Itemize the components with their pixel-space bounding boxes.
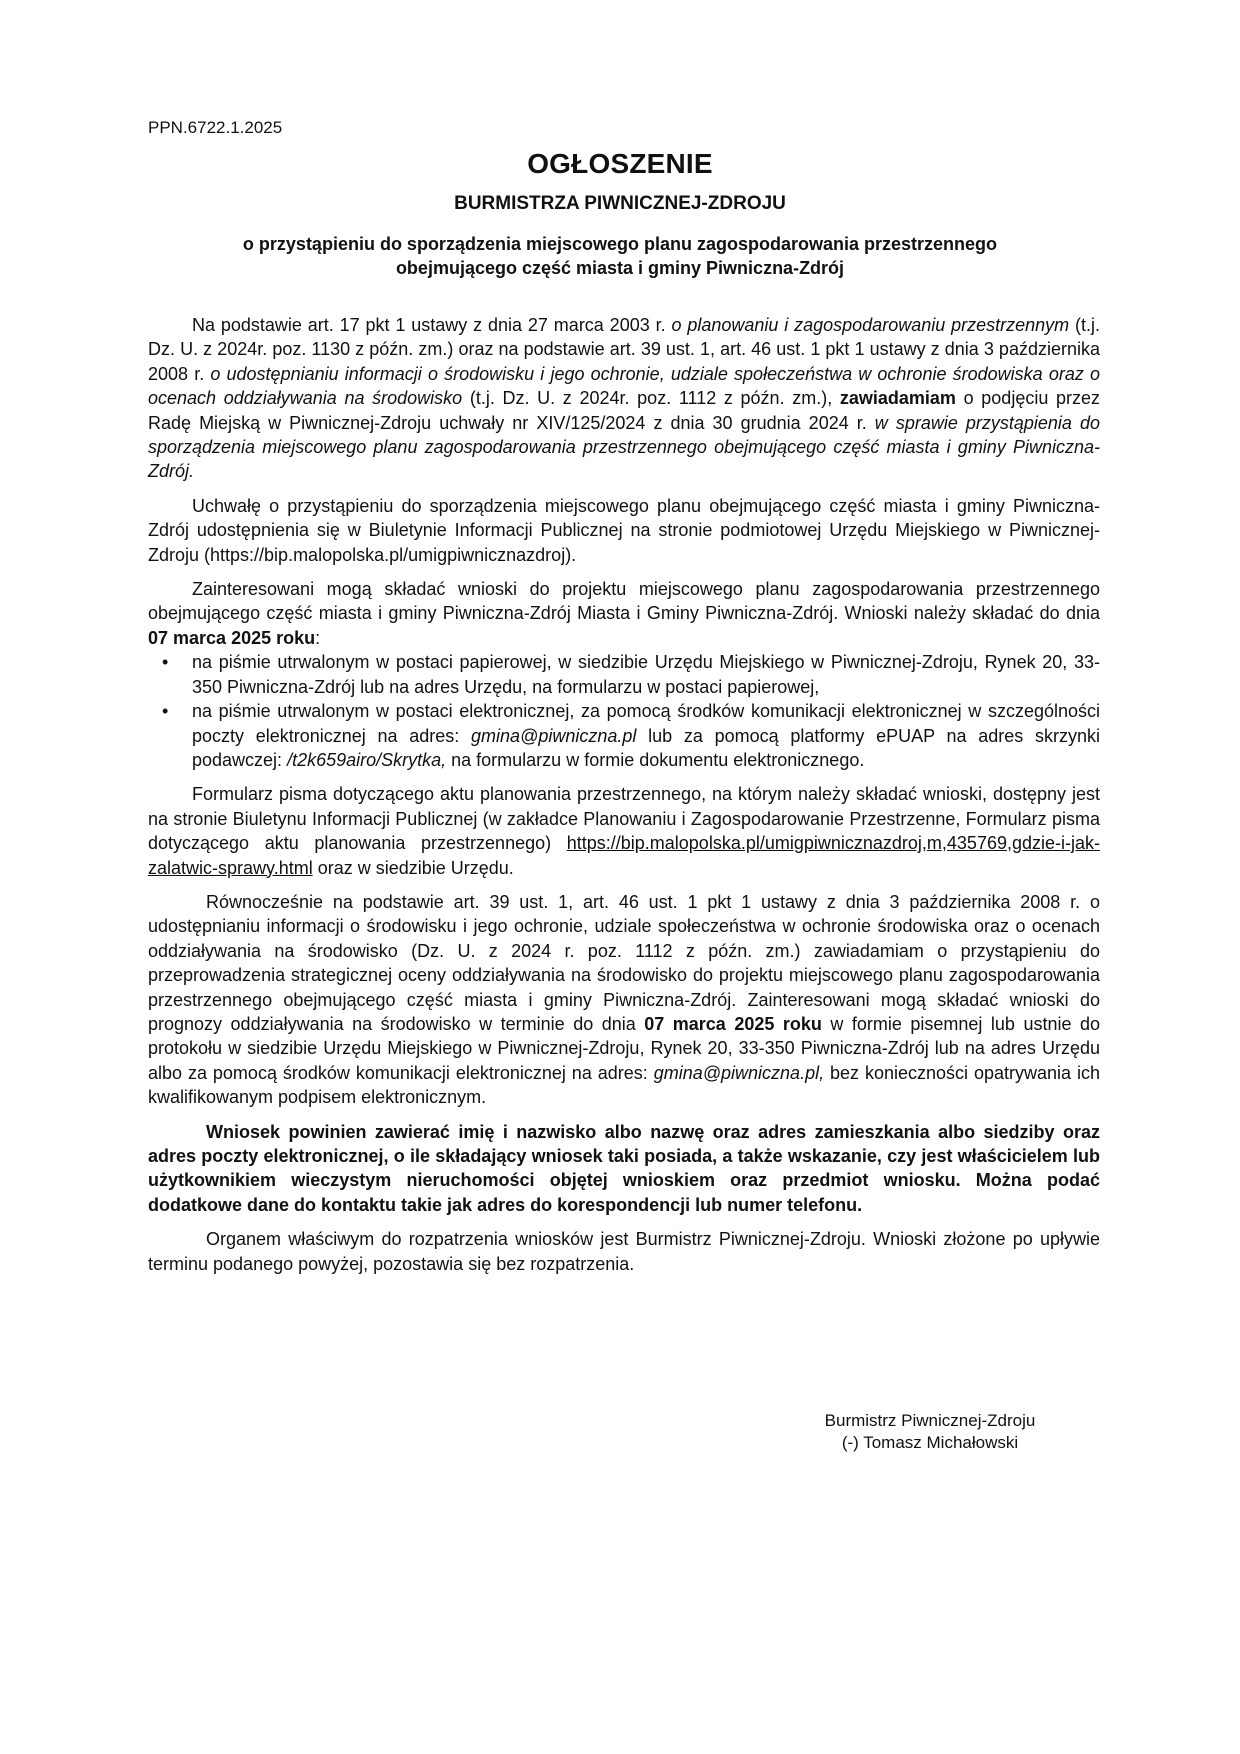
paragraph-application-contents: Wniosek powinien zawierać imię i nazwisko albo nazwę oraz adres zamieszkania albo siedziby oraz adres poczty elektronicznej, o ile składający wniosek taki posiada, a także wskazanie, czy jest właścicielem lub użytkownikiem wieczystym nieruchomości objętej wnioskiem oraz przedmiot wniosku. Można podać dodatkowe dane do kontaktu takie jak adres do korespondencji lub numer telefonu.	[148, 1121, 1100, 1215]
document-subtitle: BURMISTRZA PIWNICZNEJ-ZDROJU	[454, 193, 786, 214]
deadline-date: 07 marca 2025 roku	[148, 627, 316, 648]
document-title: OGŁOSZENIE	[527, 148, 713, 179]
paragraph-environmental-assessment	[148, 890, 1100, 1110]
paragraph-legal-basis	[148, 313, 1100, 484]
text: Równocześnie na podstawie art. 39 ust. 1, art. 46 ust. 1 pkt 1 ustawy z dnia 3 października 2008 r. o udostępnianiu informacji o środowisku i jego ochronie, udziale społeczeństwa w ochronie środowiska oraz o ocenach oddziaływania na środowisko (Dz. U. z 2024 r. poz. 1112 z późn. zm.) zawiadamiam o przystąpieniu do przeprowadzenia strategicznej oceny oddziaływania na środowisko do projektu miejscowego planu zagospodarowania przestrzennego obejmującego część miasta i gminy Piwniczna-Zdrój. Zainteresowani mogą składać wnioski do prognozy oddziaływania na środowisko w terminie do dnia	[148, 891, 1100, 1034]
text: bez konieczności opatrywania ich kwalifikowanym podpisem elektronicznym.	[148, 1062, 1100, 1108]
email-address[interactable]: gmina@piwniczna.pl	[471, 725, 637, 746]
text: (t.j. Dz. U. z 2024r. poz. 1112 z późn. zm.),	[462, 388, 840, 409]
paragraph-competent-authority: Organem właściwym do rozpatrzenia wniosków jest Burmistrz Piwnicznej-Zdroju. Wnioski złożone po upływie terminu podanego powyżej, pozostawia się bez rozpatrzenia.	[148, 1229, 1100, 1274]
deadline-date: 07 marca 2025 roku	[644, 1013, 822, 1034]
list-item	[162, 699, 1100, 772]
list-item-text: lub za pomocą platformy ePUAP na adres skrzynki podawczej:	[192, 725, 1100, 770]
text: Na podstawie art. 17 pkt 1 ustawy z dnia 27 marca 2003 r.	[192, 315, 672, 335]
signature-block	[800, 1410, 1060, 1454]
list-item-text: na formularzu w formie dokumentu elektronicznego.	[446, 749, 865, 770]
text: oraz w siedzibie Urzędu.	[312, 857, 514, 878]
resolution-title-italic: w sprawie przystąpienia do sporządzenia miejscowego planu zagospodarowania przestrzennego obejmującego część miasta i gminy Piwniczna-Zdrój.	[148, 412, 1100, 482]
email-address[interactable]: gmina@piwniczna.pl,	[653, 1062, 825, 1083]
document-topic	[170, 232, 1070, 280]
act-title-italic: o udostępnianiu informacji o środowisku i jego ochronie, udziale społeczeństwa w ochronie środowiska oraz o ocenach oddziaływania na środowisko	[148, 363, 1100, 409]
text: :	[315, 627, 321, 648]
paragraph-resolution-availability: Uchwałę o przystąpieniu do sporządzenia miejscowego planu obejmującego część miasta i gminy Piwniczna-Zdrój udostępnienia się w Biuletynie Informacji Publicznej na stronie podmiotowej Urzędu Miejskiego w Piwnicznej-Zdroju (https://bip.malopolska.pl/umigpiwnicznazdroj).	[148, 495, 1100, 565]
act-title-italic: o planowaniu i zagospodarowaniu przestrzennym	[671, 315, 1070, 335]
bip-form-link[interactable]: https://bip.malopolska.pl/umigpiwnicznazdroj,m,435769,gdzie-i-jak-zalatwic-sprawy.html	[148, 833, 1100, 878]
text: Formularz pisma dotyczącego aktu planowania przestrzennego, na którym należy składać wnioski, dostępny jest na stronie Biuletynu Informacji Publicznej (w zakładce Planowaniu i Zagospodarowanie Przestrzenne, Formularz pisma dotyczącego aktu planowania przestrzennego)	[148, 784, 1100, 854]
text: o podjęciu przez Radę Miejską w Piwnicznej-Zdroju uchwały nr XIV/125/2024 z dnia 30 grudnia 2024 r.	[148, 388, 1101, 433]
list-item	[162, 650, 1100, 699]
topic-line-1: o przystąpieniu do sporządzenia miejscowego planu zagospodarowania przestrzennego	[242, 234, 998, 254]
paragraph-form-info	[148, 782, 1100, 880]
notice-verb-bold: zawiadamiam	[839, 388, 956, 409]
reference-number: PPN.6722.1.2025	[148, 118, 283, 137]
document-body	[148, 313, 1100, 1286]
signature-name: (-) Tomasz Michałowski	[841, 1433, 1019, 1452]
bullet-icon: •	[162, 701, 169, 722]
epuap-address: /t2k659airo/Skrytka,	[287, 749, 447, 770]
text: (t.j. Dz. U. z 2024r. poz. 1130 z późn. zm.) oraz na podstawie art. 39 ust. 1, art. 46 ust. 1 pkt 1 ustawy z dnia 3 października 2008 r.	[148, 315, 1100, 384]
text: Zainteresowani mogą składać wnioski do projektu miejscowego planu zagospodarowania przestrzennego obejmującego część miasta i gminy Piwniczna-Zdrój Miasta i Gminy Piwniczna-Zdrój. Wnioski należy składać do dnia	[148, 579, 1100, 624]
bullet-icon: •	[162, 652, 169, 673]
topic-line-2: obejmującego część miasta i gminy Piwniczna-Zdrój	[395, 258, 845, 278]
text: w formie pisemnej lub ustnie do protokołu w siedzibie Urzędu Miejskiego w Piwnicznej-Zdroju, Rynek 20, 33-350 Piwniczna-Zdrój lub na adres Urzędu albo za pomocą środków komunikacji elektronicznej na adres:	[148, 1013, 1100, 1083]
submission-methods-list	[148, 650, 1100, 772]
signature-role: Burmistrz Piwnicznej-Zdroju	[824, 1411, 1036, 1430]
list-item-text: na piśmie utrwalonym w postaci elektronicznej, za pomocą środków komunikacji elektronicznej w szczególności poczty elektronicznej na adres:	[192, 701, 1100, 746]
paragraph-submission-deadline	[148, 577, 1100, 650]
list-item-text: na piśmie utrwalonym w postaci papierowej, w siedzibie Urzędu Miejskiego w Piwnicznej-Zdroju, Rynek 20, 33-350 Piwniczna-Zdrój lub na adres Urzędu, na formularzu w postaci papierowej,	[192, 652, 1100, 697]
